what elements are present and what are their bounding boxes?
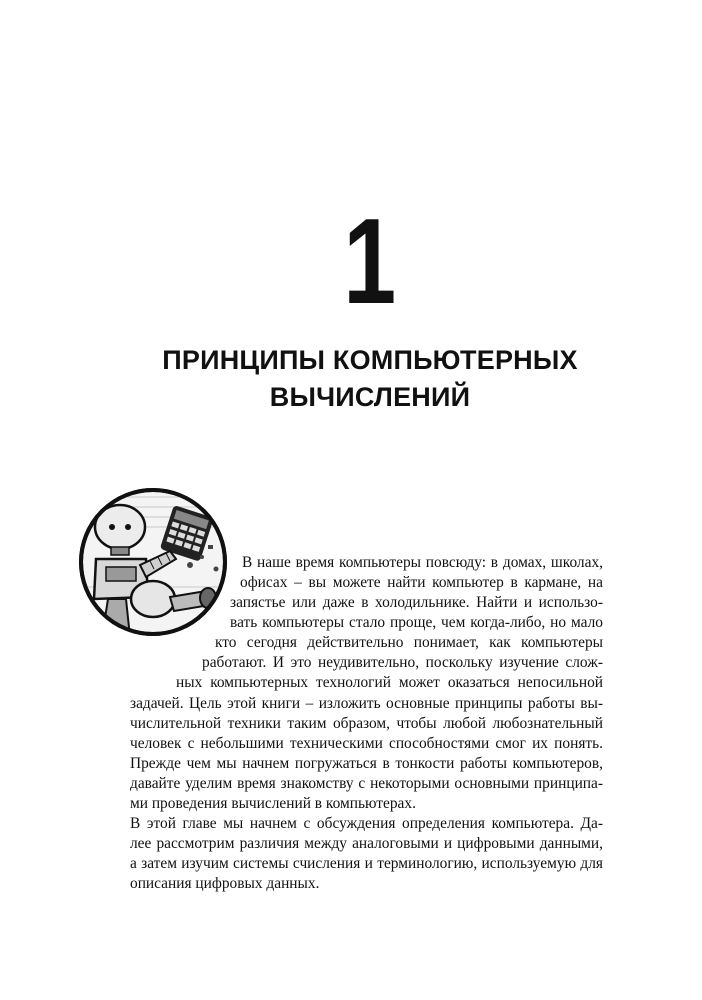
paragraph-line: запястье или даже в холодильнике. Найти и использо-	[230, 594, 603, 611]
paragraph-line: работают. И это неудивительно, поскольку изучение слож-	[202, 654, 603, 671]
paragraph-line: вать компьютеры стало проще, чем когда-либо, но мало	[230, 614, 603, 631]
paragraph-line: задачей. Цель этой книги – изложить основные принципы работы вы-	[130, 695, 603, 712]
chapter-title-line-2: ВЫЧИСЛЕНИЙ	[269, 382, 471, 412]
paragraph-line: ми проведения вычислений в компьютерах.	[130, 795, 416, 812]
paragraph-line: В этой главе мы начнем с обсуждения определения компьютера. Да-	[130, 815, 603, 832]
paragraph-line: Прежде чем мы начнем погружаться в тонкости работы компьютеров,	[130, 755, 603, 772]
paragraph-line: человек с небольшими техническими способностями смог их понять.	[130, 735, 603, 752]
paragraph-line: давайте уделим время знакомству с некоторыми основными принципа-	[130, 775, 603, 792]
paragraph-line: В наше время компьютеры повсюду: в домах, школах,	[242, 554, 603, 571]
paragraph-line: а затем изучим системы счисления и терминологию, используемую для	[130, 855, 603, 872]
paragraph-line: кто сегодня действительно понимает, как компьютеры	[215, 634, 603, 651]
chapter-title-line-1: ПРИНЦИПЫ КОМПЬЮТЕРНЫХ	[162, 345, 578, 375]
paragraph-line: ных компьютерных технологий может оказаться непосильной	[176, 674, 603, 691]
paragraph-line: описания цифровых данных.	[130, 875, 320, 892]
paragraph-line: лее рассмотрим различия между аналоговыми и цифровыми данными,	[130, 835, 603, 852]
paragraph-line: числительной техники таким образом, чтобы любой любознательный	[130, 715, 603, 732]
paragraph-line: офисах – вы можете найти компьютер в кармане, на	[240, 574, 603, 591]
chapter-number: 1	[343, 193, 395, 329]
